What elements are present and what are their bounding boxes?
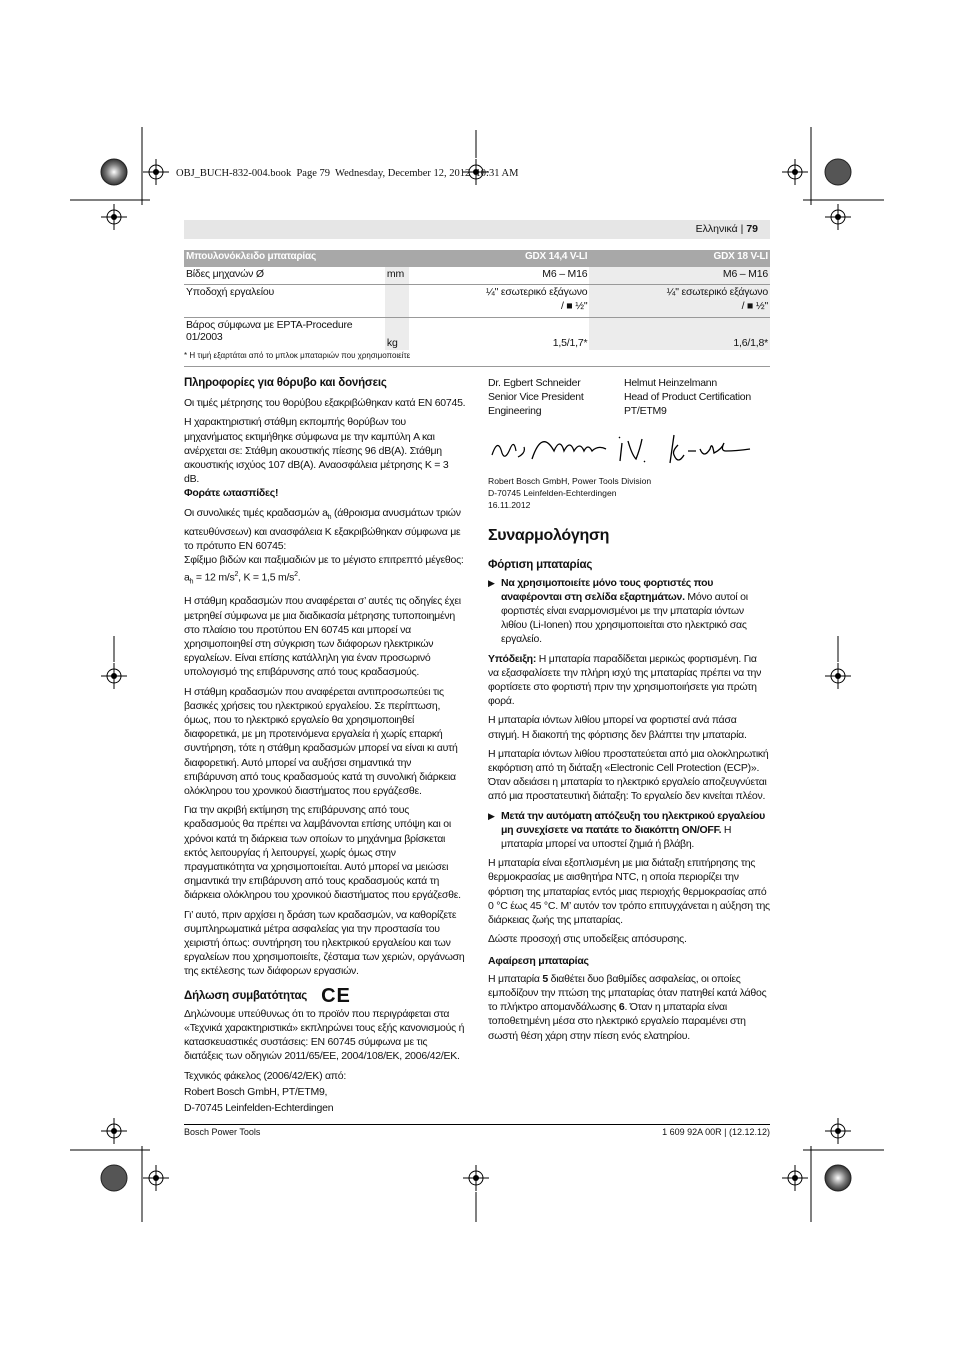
table-header-gdx14: GDX 14,4 V-LI [409,250,590,267]
signatory-1: Dr. Egbert Schneider Senior Vice President Engineering [488,377,584,418]
signatory-2: Helmut Heinzelmann Head of Product Certification PT/ETM9 [624,377,751,418]
paragraph: Η μπαταρία 5 διαθέτει δυο βαθμίδες ασφαλείας, οι οποίες εμποδίζουν την πτώση της μπαταρίας όταν πατηθεί κατά λάθος το πλήκτρο απομανδάλωσης 6. Όταν η μπαταρία είναι τοποθετημένη μέσα στο ηλεκτρικό εργαλείο παραμένει στη σωστή θέση χάρη στην πίεση ενός ελατηρίου. [488,972,767,1042]
paragraph: Γι’ αυτό, πριν αρχίσει η δράση των κραδασμών, να καθορίζετε συμπληρωματικά μέτρα ασφαλείας για την προστασία του χειριστή όπως: συντήρηση του ηλεκτρικού εργαλείου και των εργαλείων που χρησιμοποιείτε, ζέσταμα των χεριών, οργάνωση της εκτέλεσης των διάφορων εργασιών. [184,908,465,978]
footer-right: 1 609 92A 00R | (12.12.12) [662,1127,770,1137]
paragraph: Δώστε προσοχή στις υποδείξεις απόσυρσης. [488,933,687,946]
paragraph: Υπόδειξη: Η μπαταρία παραδίδεται μερικώς φορτισμένη. Για να εξασφαλίσετε την πλήρη ισχύ της μπαταρίας πρέπει να την φορτίσετε στο φορτιστή πριν την χρησιμοποιήσετε για πρώτη φορά. [488,652,762,708]
table-cell: / ■ ½" [561,300,588,312]
page-header-band [184,220,770,239]
assembly-heading: Συναρμολόγηση [488,526,610,544]
table-cell: M6 – M16 [409,267,590,285]
table-row-label: Βίδες μηχανών Ø [184,267,385,285]
signatures-image [488,427,770,471]
noise-heading: Πληροφορίες για θόρυβο και δονήσεις [184,377,387,389]
table-cell: / ■ ½" [741,300,768,312]
paragraph: Για την ακριβή εκτίμηση της επιβάρυνσης από τους κραδασμούς θα πρέπει να λαμβάνονται επίσης υπόψη και οι χρόνοι κατά τη διάρκεια των οποίων το μηχάνημα βρίσκεται εκτός λειτουργίας ή λειτουργεί, χωρίς όμως στην πραγματικότητα να χρησιμοποιείται. Αυτό μπορεί να μειώσει σημαντικά την επιβάρυνση από τους κραδασμούς κατά τη διάρκεια ολόκληρου του χρονικού διαστήματος που εργάζεσθε. [184,804,461,902]
paragraph: Robert Bosch GmbH, PT/ETM9, [184,1085,328,1098]
table-cell: ¼" εσωτερικό εξάγωνο [666,286,768,298]
removal-heading: Αφαίρεση μπαταρίας [488,955,589,968]
left-column [184,376,466,1115]
bullet-item: Μετά την αυτόματη απόζευξη του ηλεκτρικού εργαλείου μη συνεχίσετε να πατάτε το διακόπτη ON/OFF. Η μπαταρία μπορεί να υποστεί ζημιά ή βλάβη. [501,809,766,851]
table-cell: ¼" εσωτερικό εξάγωνο [486,286,588,298]
table-row-unit: mm [385,267,409,285]
table-cell: 1,5/1,7* [552,337,588,349]
paragraph: Η μπαταρία ιόντων λιθίου μπορεί να φορτιστεί ανά πάσα στιγμή. Η διακοπή της φόρτισης δεν βλάπτει την μπαταρία. [488,714,747,741]
charging-heading: Φόρτιση μπαταρίας [488,558,593,571]
paragraph: Η μπαταρία ιόντων λιθίου προστατεύεται από μια ολοκληρωτική εκφόρτιση από τη διάταξη «Electronic Cell Protection (ECP)». Όταν αδειάσει η μπαταρία το ηλεκτρικό εργαλείο αποζευγνύεται από μια προστατευτική διάταξη: Το εργαλείο δεν κινείται πλέον. [488,747,769,803]
spec-table [184,250,770,360]
page-header: Ελληνικά | 79 [695,223,758,235]
table-row-label: Βάρος σύμφωνα με EPTA-Procedure [186,319,353,331]
table-footnote: * Η τιμή εξαρτάται από το μπλοκ μπαταριών που χρησιμοποιείτε [184,351,411,360]
footer-left: Bosch Power Tools [184,1127,261,1137]
paragraph: $a_h = 12$ $m/s^2$, K = 1,5 $m/s^2$. [184,570,301,586]
paragraph: D-70745 Leinfelden-Echterdingen [184,1102,334,1115]
paragraph: Οι συνολικές τιμές κραδασμών $a_h$ (άθροισμα ανυσμάτων τριών κατευθύνσεων) και ανασφάλεια K εξακριβώθηκαν σύμφωνα με το πρότυπο EN 60745: [184,506,461,553]
paragraph: Η στάθμη κραδασμών που αναφέρεται σ’ αυτές τις οδηγίες έχει μετρηθεί σύμφωνα με μια διαδικασία μέτρησης τυποποιημένη στο πλαίσιο του προτύπου EN 60745 και μπορεί να χρησιμοποιηθεί στη σύγκριση των διάφορων ηλεκτρικών εργαλείων. Είναι επίσης κατάλληλη για έναν προσωρινό υπολογισμό της επιβάρυνσης από τους κραδασμούς. [184,595,461,679]
header-page-number: 79 [746,223,758,235]
company-address: Robert Bosch GmbH, Power Tools Division D-70745 Leinfelden-Echterdingen 16.11.2012 [488,475,652,510]
table-cell: M6 – M16 [589,267,770,285]
ce-mark-icon: CE [321,984,351,1007]
conformity-heading: Δήλωση συμβατότητας [184,989,308,1002]
paragraph: Τεχνικός φάκελος (2006/42/ΕΚ) από: [184,1069,347,1082]
header-language: Ελληνικά [695,223,738,235]
table-cell: 1,6/1,8* [589,318,770,351]
paragraph: Η στάθμη κραδασμών που αναφέρεται αντιπροσωπεύει τις βασικές χρήσεις του ηλεκτρικού εργαλείου. Σε περίπτωση, όμως, που το ηλεκτρικό εργαλείο θα χρησιμοποιηθεί διαφορετικά, με μη προτεινόμενα εργαλεία ή χωρίς επαρκή συντήρηση, τότε η στάθμη κραδασμών μπορεί να είναι κι αυτή διαφορετική. Αυτό μπορεί να αυξήσει σημαντικά την επιβάρυνση από τους κραδασμούς κατά τη συνολική διάρκεια ολόκληρου του χρονικού διαστήματος που εργάζεσθε. [184,685,458,797]
footer-rule [184,1124,770,1125]
paragraph: Σφίξιμο βιδών και παξιμαδιών με το μέγιστο επιτρεπτό μέγεθος: [184,554,464,567]
paragraph: Οι τιμές μέτρησης του θορύβου εξακριβώθηκαν κατά EN 60745. [184,397,466,410]
bullet-arrow-icon: ▶ [488,577,495,588]
table-header-title: Μπουλονόκλειδο μπαταρίας [184,250,385,267]
paragraph-bold: Φοράτε ωτασπίδες! [184,487,279,500]
table-header-gdx18: GDX 18 V-LI [589,250,770,267]
bullet-item: Να χρησιμοποιείτε μόνο τους φορτιστές που αναφέρονται στη σελίδα εξαρτημάτων. Μόνο αυτοί οι φορτιστές είναι εναρμονισμένοι με την μπαταρία ιόντων λιθίου (Li-Ionen) που χρησιμοποιείται στο ηλεκτρικό σας εργαλείο. [501,576,748,646]
paragraph: Η χαρακτηριστική στάθμη εκπομπής θορύβων του μηχανήματος εκτιμήθηκε σύμφωνα με την καμπύλη A και ανέρχεται σε: Στάθμη ακουστικής πίεσης 96 dB(A). Στάθμη ακουστικής ισχύος 107 dB(A). Αναοσφάλεια μέτρησης K = 3 dB. [184,416,449,486]
table-row-label: 01/2003 [186,331,223,343]
paragraph: Η μπαταρία είναι εξοπλισμένη με μια διάταξη επιτήρησης της θερμοκρασίας με αισθητήρα NTC, η οποία περιορίζει την φόρτιση της μπαταρίας εντός μιας περιοχής θερμοκρασίας από 0 °C έως 45 °C. Μ’ αυτόν τον τρόπο επιτυγχάνεται η αύξηση της διάρκειας ζωής της μπαταρίας. [488,857,770,927]
bullet-arrow-icon: ▶ [488,810,495,821]
table-row-label: Υποδοχή εργαλείου [184,285,385,318]
print-header: OBJ_BUCH-832-004.book Page 79 Wednesday, December 12, 2012 10:31 AM [176,168,519,179]
table-row-unit: kg [385,318,409,351]
paragraph: Δηλώνουμε υπεύθυνως ότι το προϊόν που περιγράφεται στα «Τεχνικά χαρακτηριστικά» εκπληρώνει τους εξής κανονισμούς ή κατασκευαστικές συστάσεις: EN 60745 σύμφωνα με τις διατάξεις των οδηγιών 2011/65/EE, 2004/108/EK, 2006/42/EK. [184,1007,465,1063]
right-column [488,376,770,1043]
